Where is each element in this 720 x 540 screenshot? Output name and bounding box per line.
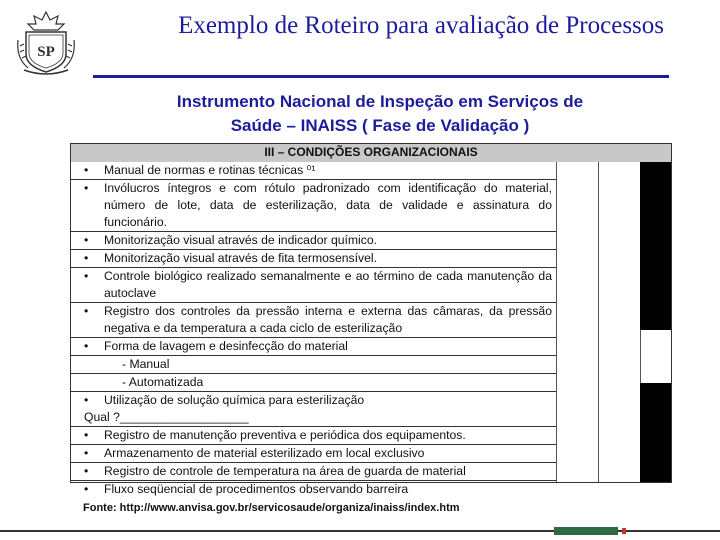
row-text: Monitorização visual através de fita termosensível. <box>104 251 377 265</box>
source-citation: Fonte: http://www.anvisa.gov.br/servicosaude/organiza/inaiss/index.htm <box>83 502 460 514</box>
row-text: Registro dos controles da pressão interna e externa das câmaras, da pressão negativa e da temperatura a cada ciclo de esterilização <box>104 304 552 335</box>
bullet: • <box>84 233 89 247</box>
bullet: • <box>84 428 89 442</box>
row-text: - Manual <box>122 357 170 371</box>
footer-accent <box>622 528 626 534</box>
bullet: • <box>84 482 89 496</box>
row-text: Qual ?___________________ <box>84 410 249 424</box>
bullet: • <box>84 163 89 177</box>
row-text: Controle biológico realizado semanalmente e ao término de cada manutenção da autoclave <box>104 269 552 300</box>
row-text: Armazenamento de material esterilizado em local exclusivo <box>104 446 425 460</box>
bullet: • <box>84 446 89 460</box>
row-text: Manual de normas e rotinas técnicas ⁰¹ <box>104 163 316 177</box>
row-text: Utilização de solução química para esterilização <box>104 393 365 407</box>
bullet: • <box>84 464 89 478</box>
row-text: Fluxo seqüencial de procedimentos observando barreira <box>104 482 409 496</box>
subtitle-line-2: Saúde – INAISS ( Fase de Validação ) <box>230 116 530 135</box>
crest-letters: SP <box>37 44 55 60</box>
bullet: • <box>84 251 89 265</box>
bullet: • <box>84 304 89 318</box>
row-text: Registro de controle de temperatura na área de guarda de material <box>104 464 466 478</box>
bullet: • <box>84 181 89 195</box>
row-text: - Automatizada <box>122 375 204 389</box>
sao-paulo-coat-of-arms-icon <box>14 10 78 76</box>
checklist-table <box>70 143 672 496</box>
bullet: • <box>84 339 89 353</box>
row-text: Registro de manutenção preventiva e periódica dos equipamentos. <box>104 428 466 442</box>
footer-accent <box>554 527 618 535</box>
bullet: • <box>84 269 89 283</box>
row-text: Forma de lavagem e desinfecção do material <box>104 339 348 353</box>
page-title: Exemplo de Roteiro para avaliação de Processos <box>178 12 664 39</box>
table-header: III – CONDIÇÕES ORGANIZACIONAIS <box>70 143 672 162</box>
title-divider <box>93 75 669 78</box>
row-text: Invólucros íntegros e com rótulo padronizado com identificação do material, número de lote, data de esterilização, data de validade e assinatura do funcionário. <box>104 181 552 229</box>
row-text: Monitorização visual através de indicador químico. <box>104 233 377 247</box>
page-subtitle <box>100 90 660 138</box>
subtitle-line-1: Instrumento Nacional de Inspeção em Serviços de <box>176 92 584 111</box>
table-border <box>70 143 672 483</box>
bullet: • <box>84 393 89 407</box>
